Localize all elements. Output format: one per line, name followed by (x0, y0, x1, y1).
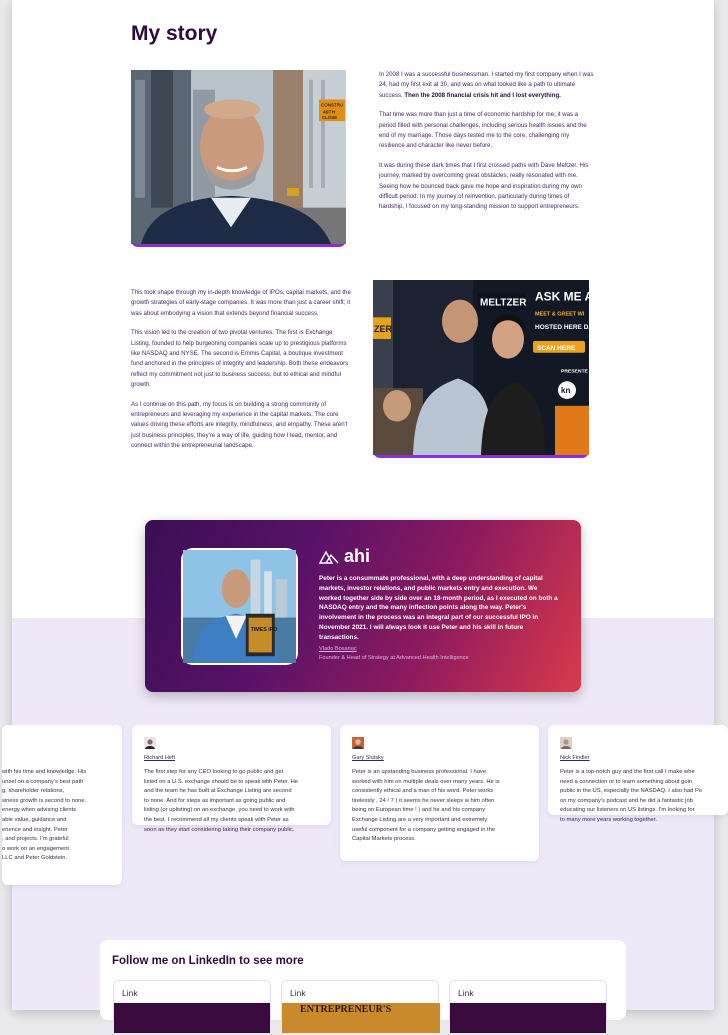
sign-kn: kn (561, 386, 571, 396)
testimonial-author[interactable]: Nick Findler (560, 755, 590, 761)
sign-meltzer: MELTZER (480, 297, 527, 309)
featured-testimonial-quote: Peter is a consummate professional, with a deep understanding of capital markets, investor relations, and public markets entry and execution. We worked together side by side over an 18-month period, as I executed on both a NASDAQ entry and the many inflection points along the way. Peter's involvement in the process was an integral part of our successful IPO in November 2021. I will always look it use Peter and his skill in future transactions. (319, 575, 558, 641)
featured-testimonial-author[interactable]: Vlado Bosanac (319, 646, 357, 652)
story-paragraph: As I continue on this path, my focus is on building a strong community of entrepreneurs and leveraging my experience in the capital markets. The core values driving these efforts are integrity, mindfulness, and empathy. These aren't just business principles; they're a way of life, guiding how I lead, mentor, and connect within the entrepreneurial landscape. (131, 400, 348, 450)
sign-scan: SCAN HERE (537, 344, 576, 352)
story-paragraph: In 2008 I was a successful businessman. I started my first company when I was 24, had my first exit at 30, and was on what looked like a path to ultimate success. Then the 2008 financial crisis hit and I lost everything. (379, 71, 594, 99)
svg-text:CONSTRU: CONSTRU (321, 102, 344, 108)
magazine-title: TIMES IPO (250, 627, 278, 634)
ahi-mountain-icon (319, 550, 339, 564)
linkedin-post-card[interactable] (113, 980, 271, 1030)
testimonial-card (132, 725, 331, 833)
testimonial-author[interactable]: Richard Heft (144, 755, 176, 761)
ahi-logo-text: ahi (344, 546, 371, 566)
featured-testimonial (145, 520, 581, 692)
testimonial-text: Peter is an upstanding business professional. I have worked with him on multiple deals over many years. He is consistently ethical and a man of his word. Peter works tirelessly , 24 / 7 ( it seems he never sleeps w him often being on European time ! ) and he and his company Exchange Listing are a very important and extremely useful component for a company getting engaged in the Capital Markets process. (352, 769, 500, 843)
testimonial-text: Peter is a top-notch guy and the first call I make whe need a connection or to learn something about goin public in the US, especially the NASDAQ. I also had Pe on my company's podcast and he did a fantastic job educating our listeners on US listings. I'm looking for to many more years working together. (560, 769, 703, 823)
sign-zer: ZER (374, 324, 392, 335)
svg-text:CLOSE: CLOSE (322, 115, 338, 121)
sign-present: PRESENTE (561, 369, 588, 375)
avatar (352, 736, 364, 748)
linkedin-section (100, 940, 626, 1020)
testimonial-card (340, 725, 539, 861)
ahi-logo (319, 546, 370, 567)
testimonial-text: The first step for any CEO looking to go public and get listed on a U.S. exchange should be to speak with Peter. He and the team he has built at Exchange Listing are second to none. And for steps as important as going public and listing (or uplisting) on an exchange, you need to work with the best. I recommend all my clients speak with Peter as soon as they start considering taking their company public. (144, 769, 299, 833)
page (2, 0, 714, 1015)
testimonial-card (2, 725, 122, 885)
sign-meet: MEET & GREET WI (535, 311, 585, 318)
link-label[interactable]: Link (290, 988, 306, 998)
avatar (560, 736, 572, 748)
story-paragraph: That time was more than just a time of economic hardship for me; it was a period filled with personal challenges, including serious health issues and the end of my marriage. Those days tested me to the core, challenging my resilience and character like never before. (379, 111, 587, 150)
testimonial-text: with his time and knowledge. His unsel on a company's best path g, shareholder relations, siness growth is second to none. energy when advising clients able value, guidance and erience and insight. Peter , and projects. I'm grateful o work on an engagement LLC and Peter Goldstein. (2, 769, 87, 862)
story-text-block-2 (131, 288, 353, 461)
linkedin-post-card[interactable] (449, 980, 607, 1030)
link-label[interactable]: Link (458, 988, 474, 998)
linkedin-post-image (282, 1003, 438, 1033)
linkedin-post-card[interactable] (281, 980, 439, 1030)
linkedin-heading: Follow me on LinkedIn to see more (112, 955, 304, 967)
story-paragraph: It was during these dark times that I first crossed paths with Dave Meltzer. His journey, marked by overcoming great obstacles, really resonated with me. Seeing how he bounced back gave me hope and inspiration during my own difficult period. In my journey of reinvention, particularly during times of hardship, I focused on my long-standing mission to support entrepreneurs. (379, 161, 589, 211)
page-title: My story (131, 22, 218, 45)
testimonial-card (548, 725, 728, 823)
svg-text:49TH: 49TH (323, 110, 336, 116)
linkedin-post-image (450, 1003, 606, 1033)
story-photo-event (373, 280, 594, 458)
story-text-block-1 (379, 70, 594, 222)
sign-ask: ASK ME A (535, 289, 594, 304)
avatar (144, 736, 156, 748)
featured-testimonial-role: Founder & Head of Strategy at Advanced Health Intelligence (319, 655, 469, 661)
featured-testimonial-photo (181, 548, 298, 665)
sign-hosted: HOSTED HERE DA (535, 324, 594, 332)
banner-text: ENTREPRENEUR'S (300, 1004, 392, 1015)
story-paragraph: This took shape through my in-depth knowledge of IPOs, capital markets, and the growth strategies of early-stage companies. It was more than just a career shift; it was about embodying a vision that extends beyond financial success. (131, 289, 351, 317)
testimonial-author[interactable]: Gary Slutsky (352, 755, 384, 761)
linkedin-post-image (114, 1003, 270, 1033)
link-label[interactable]: Link (122, 988, 138, 998)
story-photo-city (131, 70, 346, 247)
story-paragraph: This vision led to the creation of two pivotal ventures. The first is Exchange Listing, founded to help burgeoning companies scale up to prestigious platforms like NASDAQ and NYSE. The second is Emmis Capital, a boutique investment fund anchored in the principles of integrity and leadership. Both these endeavors reflect my commitment not just to business success, but to ethical and mindful growth. (131, 329, 349, 389)
